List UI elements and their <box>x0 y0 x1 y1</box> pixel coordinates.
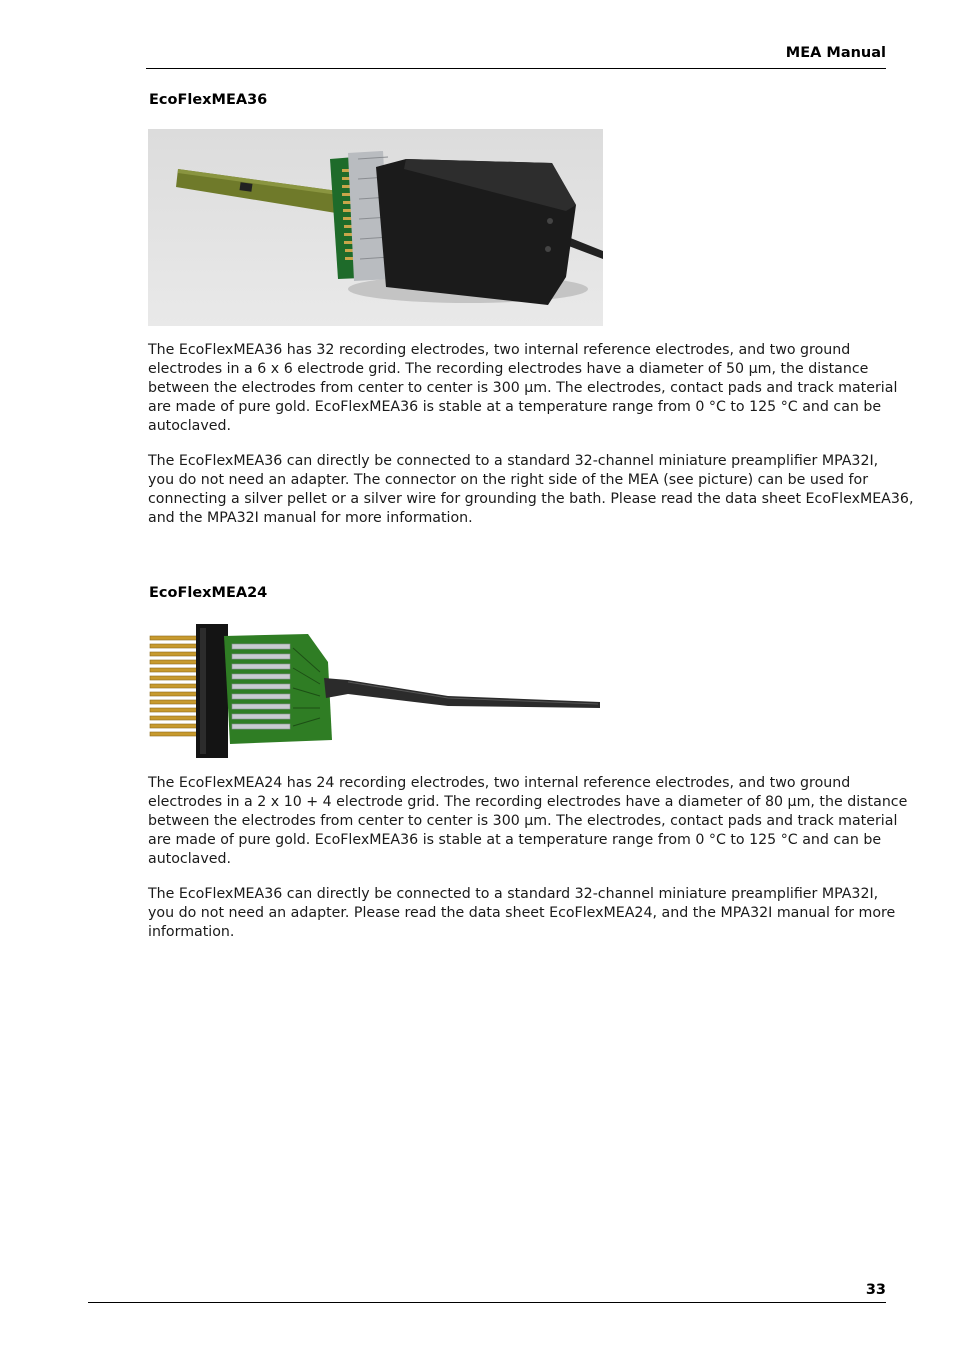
text-line: between the electrodes from center to center is 300 µm. The electrodes, contact pads and track material <box>148 380 898 396</box>
ecoflexmea36-photo <box>148 129 603 326</box>
text-line: electrodes in a 2 x 10 + 4 electrode grid. The recording electrodes have a diameter of 80 µm, the distance <box>148 794 908 810</box>
text-line: autoclaved. <box>148 418 232 434</box>
text-line: and the MPA32I manual for more information. <box>148 510 473 526</box>
text-line: you do not need an adapter. The connector on the right side of the MEA (see picture) can be used for <box>148 472 869 488</box>
ecoflexmea24-photo <box>148 622 603 760</box>
section-heading-ecoflexmea24: EcoFlexMEA24 <box>149 585 268 601</box>
section-heading-ecoflexmea36: EcoFlexMEA36 <box>149 92 268 108</box>
page-number: 33 <box>865 1282 886 1298</box>
text-line: The EcoFlexMEA36 can directly be connected to a standard 32-channel miniature preamplifier MPA32I, <box>148 453 879 469</box>
text-line: connecting a silver pellet or a silver wire for grounding the bath. Please read the data sheet EcoFlexMEA36, <box>148 491 914 507</box>
text-line: you do not need an adapter. Please read the data sheet EcoFlexMEA24, and the MPA32I manual for more <box>148 905 896 921</box>
paragraph-ecoflexmea36-connection <box>148 452 914 528</box>
text-line: The EcoFlexMEA36 has 32 recording electrodes, two internal reference electrodes, and two ground <box>148 342 851 358</box>
text-line: information. <box>148 924 235 940</box>
text-line: between the electrodes from center to center is 300 µm. The electrodes, contact pads and track material <box>148 813 898 829</box>
header-divider <box>146 68 886 69</box>
text-line: autoclaved. <box>148 851 232 867</box>
footer-divider <box>88 1302 886 1303</box>
paragraph-ecoflexmea24-connection <box>148 885 896 942</box>
text-line: electrodes in a 6 x 6 electrode grid. The recording electrodes have a diameter of 50 µm, the distance <box>148 361 869 377</box>
text-line: are made of pure gold. EcoFlexMEA36 is stable at a temperature range from 0 °C to 125 °C and can be <box>148 399 882 415</box>
text-line: The EcoFlexMEA24 has 24 recording electrodes, two internal reference electrodes, and two ground <box>148 775 851 791</box>
text-line: are made of pure gold. EcoFlexMEA36 is stable at a temperature range from 0 °C to 125 °C and can be <box>148 832 882 848</box>
paragraph-ecoflexmea36-description <box>148 341 898 436</box>
running-header-title: MEA Manual <box>785 45 886 61</box>
text-line: The EcoFlexMEA36 can directly be connected to a standard 32-channel miniature preamplifier MPA32I, <box>148 886 879 902</box>
paragraph-ecoflexmea24-description <box>148 774 908 869</box>
